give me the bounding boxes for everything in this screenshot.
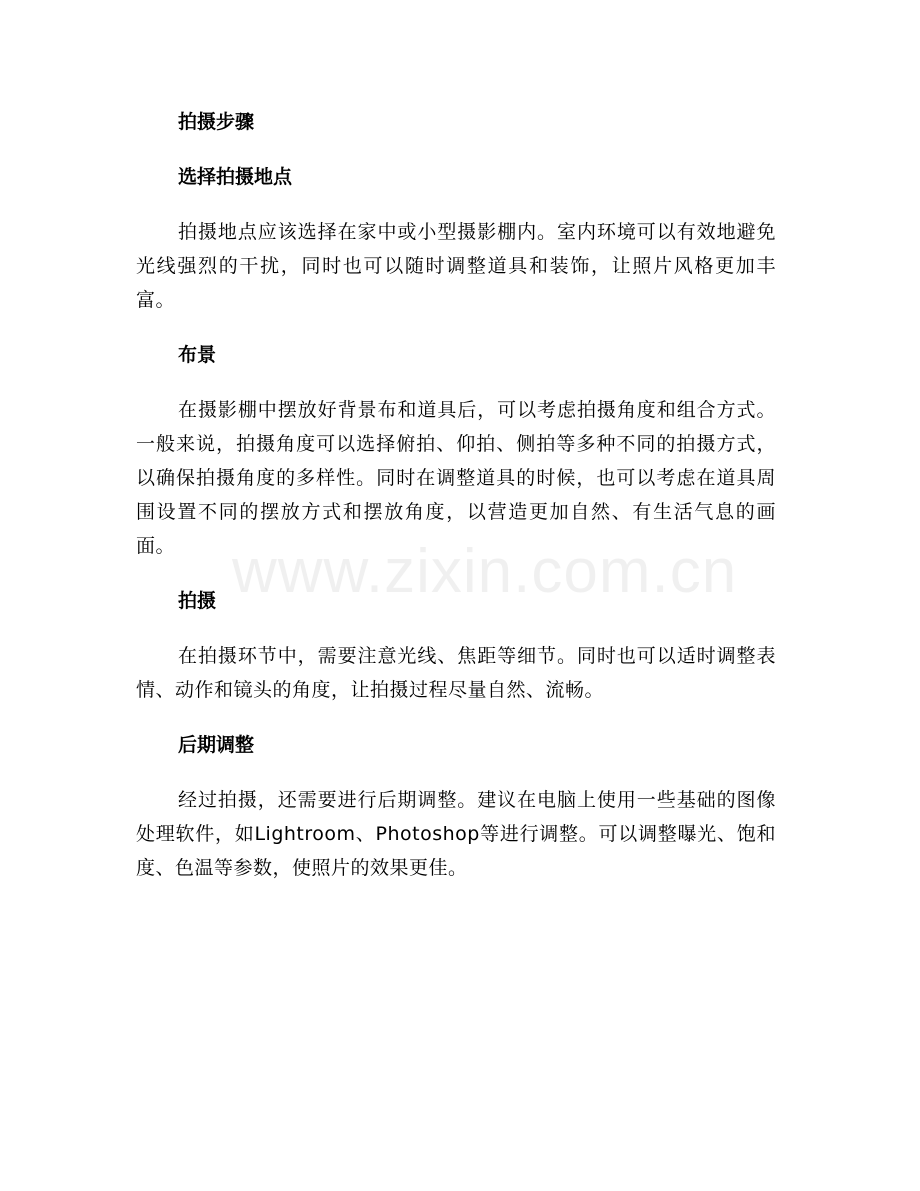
paragraph-post-processing: 经过拍摄，还需要进行后期调整。建议在电脑上使用一些基础的图像处理软件，如Lightroom、Photoshop等进行调整。可以调整曝光、饱和度、色温等参数，使照片的效果更佳。	[136, 789, 776, 879]
heading-shooting-steps: 拍摄步骤	[178, 111, 255, 133]
heading-post-processing: 后期调整	[178, 734, 255, 756]
heading-shooting: 拍摄	[178, 590, 217, 612]
paragraph-set-design: 在摄影棚中摆放好背景布和道具后，可以考虑拍摄角度和组合方式。一般来说，拍摄角度可以选择俯拍、仰拍、侧拍等多种不同的拍摄方式，以确保拍摄角度的多样性。同时在调整道具的时候，也可以考虑在道具周围设置不同的摆放方式和摆放角度，以营造更加自然、有生活气息的画面。	[136, 399, 776, 557]
document-content	[136, 105, 776, 906]
heading-set-design: 布景	[178, 344, 217, 366]
paragraph-location: 拍摄地点应该选择在家中或小型摄影棚内。室内环境可以有效地避免光线强烈的干扰，同时也可以随时调整道具和装饰，让照片风格更加丰富。	[136, 221, 776, 311]
paragraph-shooting: 在拍摄环节中，需要注意光线、焦距等细节。同时也可以适时调整表情、动作和镜头的角度，让拍摄过程尽量自然、流畅。	[136, 645, 776, 701]
heading-choose-location: 选择拍摄地点	[178, 166, 293, 188]
watermark-text: www.zixin.com.cn	[232, 537, 738, 606]
